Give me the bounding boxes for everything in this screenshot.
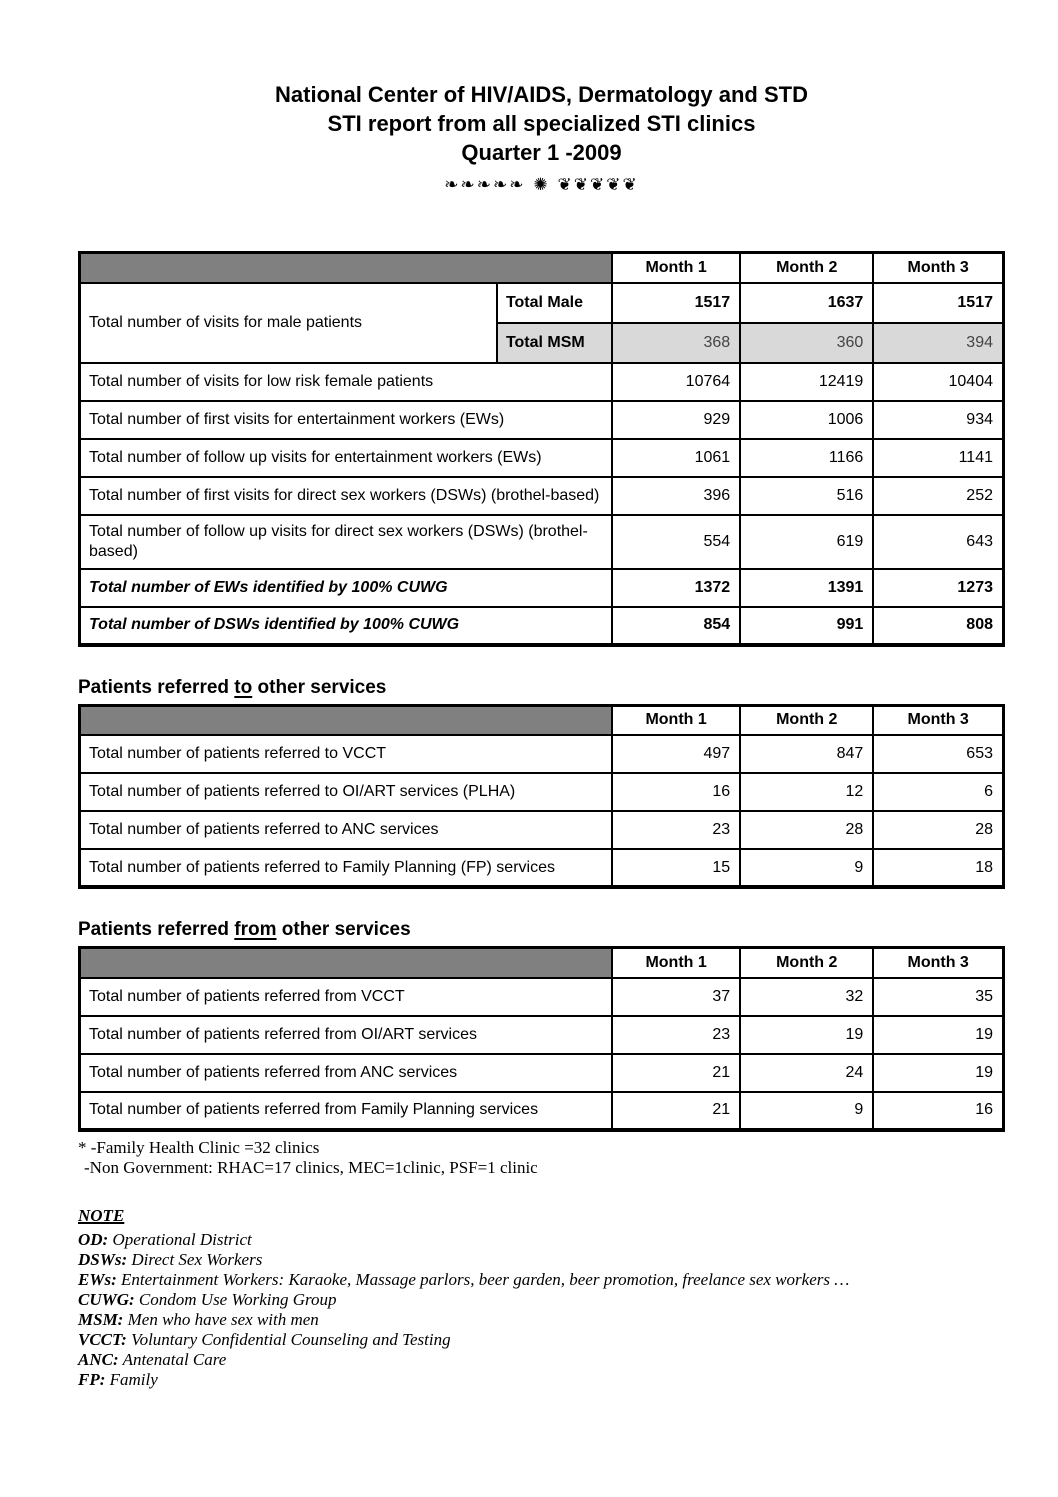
row-label: Total number of patients referred from OI/ART services — [80, 1016, 613, 1054]
page-subtitle: STI report from all specialized STI clinics — [327, 111, 756, 136]
value-cell: 19 — [740, 1016, 873, 1054]
heading-prefix: Patients referred — [78, 919, 235, 940]
value-cell: 1166 — [740, 439, 873, 477]
value-cell: 35 — [873, 978, 1003, 1016]
hatched-header-cell — [80, 253, 613, 283]
note-heading: NOTE — [78, 1205, 125, 1225]
column-header-month-3: Month 3 — [873, 253, 1003, 283]
footnotes — [78, 1138, 1005, 1178]
value-cell: 1517 — [612, 283, 740, 323]
footnote-line: * -Family Health Clinic =32 clinics — [78, 1137, 320, 1157]
note-definition: Voluntary Confidential Counseling and Testing — [126, 1329, 451, 1349]
column-header-month-3: Month 3 — [873, 705, 1003, 735]
value-cell: 10404 — [873, 363, 1003, 401]
table-row-dsws-cuwg — [80, 607, 1004, 645]
value-cell: 24 — [740, 1054, 873, 1092]
row-label: Total number of patients referred from Family Planning services — [80, 1092, 613, 1130]
heading-underlined-word: to — [234, 676, 253, 698]
note-definition: Condom Use Working Group — [134, 1289, 337, 1309]
value-cell: 934 — [873, 401, 1003, 439]
column-header-month-2: Month 2 — [740, 253, 873, 283]
row-sublabel: Total Male — [497, 283, 612, 323]
table-row — [80, 978, 1004, 1016]
value-cell: 653 — [873, 735, 1003, 773]
note-item — [78, 1290, 1005, 1310]
note-abbr: ANC: — [78, 1349, 119, 1369]
note-abbr: DSWs: — [78, 1249, 128, 1269]
row-label: Total number of DSWs identified by 100% CUWG — [80, 607, 613, 645]
value-cell: 10764 — [612, 363, 740, 401]
ornament-divider: ❧❧❧❧❧ ✺ ❦❦❦❦❦ — [444, 175, 639, 195]
value-cell: 252 — [873, 477, 1003, 515]
value-cell: 516 — [740, 477, 873, 515]
value-cell: 23 — [612, 811, 740, 849]
row-label: Total number of patients referred to Family Planning (FP) services — [80, 849, 613, 887]
table-row — [80, 849, 1004, 887]
value-cell: 1006 — [740, 401, 873, 439]
value-cell: 9 — [740, 1092, 873, 1130]
heading-prefix: Patients referred — [78, 676, 235, 698]
value-cell: 1517 — [873, 283, 1003, 323]
row-sublabel: Total MSM — [497, 323, 612, 363]
table-header-row — [80, 705, 1004, 735]
note-section — [78, 1206, 1005, 1390]
value-cell: 21 — [612, 1092, 740, 1130]
value-cell: 15 — [612, 849, 740, 887]
table-row — [80, 363, 1004, 401]
hatched-header-cell — [80, 705, 613, 735]
table-row — [80, 401, 1004, 439]
value-cell: 37 — [612, 978, 740, 1016]
visits-table — [78, 251, 1005, 647]
value-cell: 1637 — [740, 283, 873, 323]
section-heading-referred-from — [78, 919, 1005, 941]
note-abbr: FP: — [78, 1369, 106, 1389]
note-item — [78, 1270, 1005, 1290]
value-cell: 360 — [740, 323, 873, 363]
row-label: Total number of follow up visits for direct sex workers (DSWs) (brothel-based) — [80, 515, 613, 569]
value-cell: 32 — [740, 978, 873, 1016]
value-cell: 554 — [612, 515, 740, 569]
table-header-row — [80, 948, 1004, 978]
value-cell: 1061 — [612, 439, 740, 477]
table-row — [80, 773, 1004, 811]
value-cell: 991 — [740, 607, 873, 645]
table-header-row — [80, 253, 1004, 283]
referred-from-table — [78, 946, 1005, 1132]
note-abbr: EWs: — [78, 1269, 117, 1289]
note-item — [78, 1230, 1005, 1250]
note-definition: Antenatal Care — [118, 1349, 227, 1369]
table-row — [80, 735, 1004, 773]
row-label: Total number of patients referred to OI/ART services (PLHA) — [80, 773, 613, 811]
value-cell: 1141 — [873, 439, 1003, 477]
table-row — [80, 1092, 1004, 1130]
note-item — [78, 1350, 1005, 1370]
heading-suffix: other services — [276, 919, 411, 940]
value-cell: 12419 — [740, 363, 873, 401]
value-cell: 497 — [612, 735, 740, 773]
table-row — [80, 477, 1004, 515]
value-cell: 16 — [873, 1092, 1003, 1130]
value-cell: 1273 — [873, 569, 1003, 607]
value-cell: 1391 — [740, 569, 873, 607]
note-definition: Operational District — [108, 1229, 252, 1249]
table-row — [80, 515, 1004, 569]
row-label: Total number of follow up visits for entertainment workers (EWs) — [80, 439, 613, 477]
row-label: Total number of EWs identified by 100% CUWG — [80, 569, 613, 607]
note-item — [78, 1310, 1005, 1330]
note-definition: Family — [105, 1369, 158, 1389]
report-header — [78, 80, 1005, 195]
referred-to-table — [78, 704, 1005, 890]
value-cell: 18 — [873, 849, 1003, 887]
note-abbr: VCCT: — [78, 1329, 127, 1349]
value-cell: 368 — [612, 323, 740, 363]
note-definition: Entertainment Workers: Karaoke, Massage parlors, beer garden, beer promotion, freelance sex workers … — [116, 1269, 850, 1289]
note-abbr: MSM: — [78, 1309, 124, 1329]
row-label: Total number of visits for low risk female patients — [80, 363, 613, 401]
value-cell: 28 — [873, 811, 1003, 849]
value-cell: 16 — [612, 773, 740, 811]
note-item — [78, 1330, 1005, 1350]
value-cell: 847 — [740, 735, 873, 773]
heading-underlined-word: from — [234, 919, 277, 940]
column-header-month-1: Month 1 — [612, 253, 740, 283]
quarter-label: Quarter 1 -2009 — [461, 140, 622, 165]
row-label: Total number of patients referred to VCCT — [80, 735, 613, 773]
value-cell: 643 — [873, 515, 1003, 569]
table-row — [80, 811, 1004, 849]
value-cell: 21 — [612, 1054, 740, 1092]
value-cell: 19 — [873, 1054, 1003, 1092]
hatched-header-cell — [80, 948, 613, 978]
row-label: Total number of patients referred from VCCT — [80, 978, 613, 1016]
column-header-month-2: Month 2 — [740, 705, 873, 735]
row-label: Total number of first visits for entertainment workers (EWs) — [80, 401, 613, 439]
column-header-month-1: Month 1 — [612, 705, 740, 735]
row-label: Total number of patients referred to ANC services — [80, 811, 613, 849]
value-cell: 19 — [873, 1016, 1003, 1054]
footnote-line: -Non Government: RHAC=17 clinics, MEC=1clinic, PSF=1 clinic — [84, 1157, 538, 1177]
section-heading-referred-to — [78, 677, 1005, 699]
table-row — [80, 1054, 1004, 1092]
column-header-month-1: Month 1 — [612, 948, 740, 978]
value-cell: 28 — [740, 811, 873, 849]
table-row — [80, 1016, 1004, 1054]
table-row-total-male — [80, 283, 1004, 323]
value-cell: 808 — [873, 607, 1003, 645]
value-cell: 23 — [612, 1016, 740, 1054]
page-title: National Center of HIV/AIDS, Dermatology and STD — [275, 82, 808, 107]
note-abbr: OD: — [78, 1229, 109, 1249]
note-abbr: CUWG: — [78, 1289, 135, 1309]
column-header-month-3: Month 3 — [873, 948, 1003, 978]
note-item — [78, 1370, 1005, 1390]
value-cell: 854 — [612, 607, 740, 645]
note-definition: Direct Sex Workers — [127, 1249, 263, 1269]
heading-suffix: other services — [252, 676, 387, 698]
table-row-ews-cuwg — [80, 569, 1004, 607]
value-cell: 619 — [740, 515, 873, 569]
note-item — [78, 1250, 1005, 1270]
value-cell: 394 — [873, 323, 1003, 363]
value-cell: 1372 — [612, 569, 740, 607]
value-cell: 396 — [612, 477, 740, 515]
row-label: Total number of first visits for direct sex workers (DSWs) (brothel-based) — [80, 477, 613, 515]
column-header-month-2: Month 2 — [740, 948, 873, 978]
row-label: Total number of visits for male patients — [80, 283, 497, 363]
value-cell: 929 — [612, 401, 740, 439]
value-cell: 12 — [740, 773, 873, 811]
row-label: Total number of patients referred from ANC services — [80, 1054, 613, 1092]
note-definition: Men who have sex with men — [123, 1309, 319, 1329]
value-cell: 9 — [740, 849, 873, 887]
table-row — [80, 439, 1004, 477]
value-cell: 6 — [873, 773, 1003, 811]
